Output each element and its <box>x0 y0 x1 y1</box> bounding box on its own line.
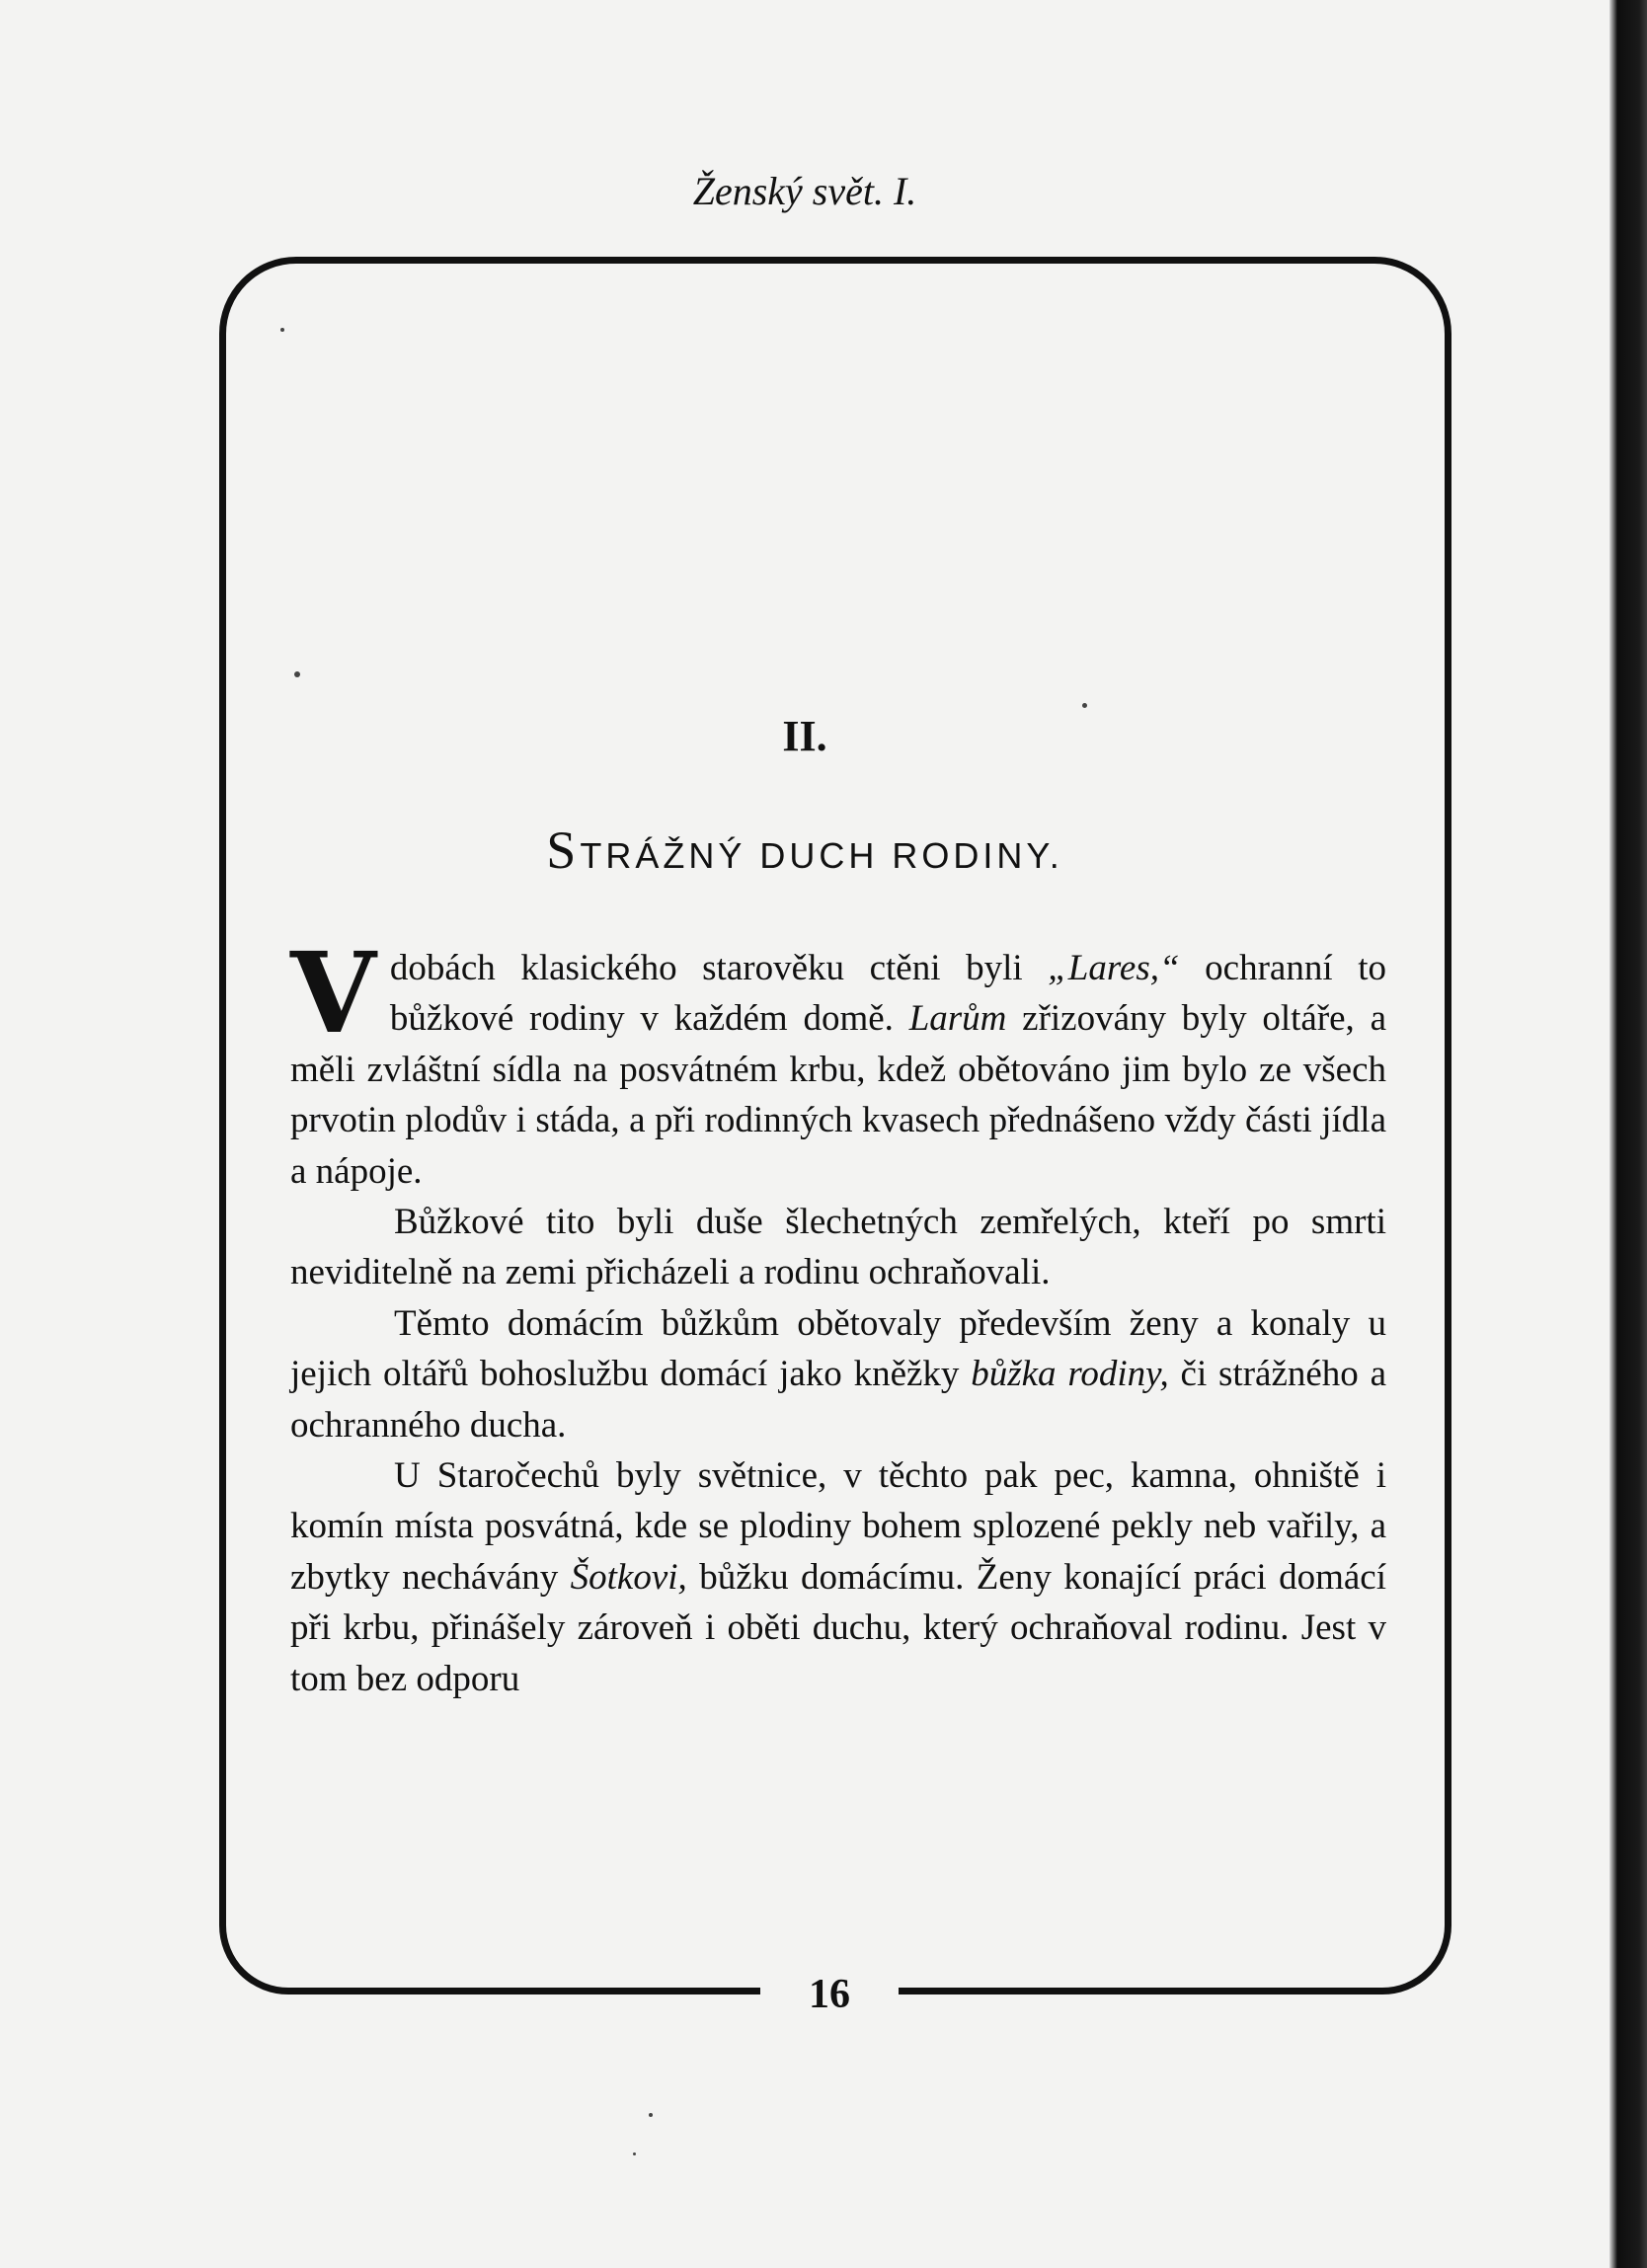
text-segment: Bůžkové tito byli duše šlechetných zemřelých, kteří po smrti neviditelně na zemi přicházeli a rodinu ochraňovali. <box>290 1202 1386 1293</box>
chapter-title-rest: TRÁŽNÝ DUCH RODINY. <box>580 835 1063 876</box>
scan-speck <box>633 2152 636 2155</box>
chapter-title-initial: S <box>546 821 581 880</box>
scan-speck <box>649 2113 653 2117</box>
scan-speck <box>280 328 284 332</box>
page-number: 16 <box>809 1972 850 2017</box>
italic-text: „Lares,“ <box>1048 948 1180 988</box>
text-segment: zřizovány byly oltáře, a měli zvláštní sídla na posvátném krbu, kdež obětováno jim bylo ze všech prvotin plodův i stáda, a při rodinných kvasech přednášeno vždy části jídla a nápoje. <box>290 998 1386 1192</box>
scan-edge <box>1609 0 1647 2268</box>
paragraph <box>290 1197 1386 1298</box>
drop-cap: V <box>290 929 376 1058</box>
text-segment: Těmto domácím bůžkům obětovaly především ženy a konaly u jejich oltářů bohoslužbu domácí jako kněžky <box>290 1302 1386 1395</box>
text-segment: U Staročechů byly světnice, v těchto pak pec, kamna, ohniště i komín místa posvátná, kde se plodiny bohem splozené pekly neb vařily, a zbytky nechávány <box>290 1455 1386 1598</box>
paragraph <box>290 1298 1386 1450</box>
italic-text: Šotkovi, <box>570 1556 687 1598</box>
scan-speck <box>1082 703 1087 708</box>
body-text <box>290 929 1386 1704</box>
text-segment: ochranní to bůžkové rodiny v každém domě. <box>389 948 1386 1040</box>
italic-text: bůžka rodiny, <box>971 1354 1169 1395</box>
text-segment: bůžku domácímu. Ženy konající práci domácí při krbu, přinášely zároveň i oběti duchu, který ochraňoval rodinu. Jest v tom bez odporu <box>290 1556 1386 1699</box>
scan-speck <box>294 671 300 677</box>
paragraph <box>290 1450 1386 1704</box>
paragraph <box>290 929 1386 1197</box>
italic-text: Larům <box>908 998 1007 1040</box>
text-segment: či strážného a ochranného ducha. <box>290 1354 1386 1446</box>
text-segment: dobách klasického starověku ctěni byli <box>389 948 1049 988</box>
running-head: Ženský svět. I. <box>692 169 917 213</box>
chapter-title <box>0 820 1609 881</box>
chapter-number: II. <box>782 712 827 760</box>
